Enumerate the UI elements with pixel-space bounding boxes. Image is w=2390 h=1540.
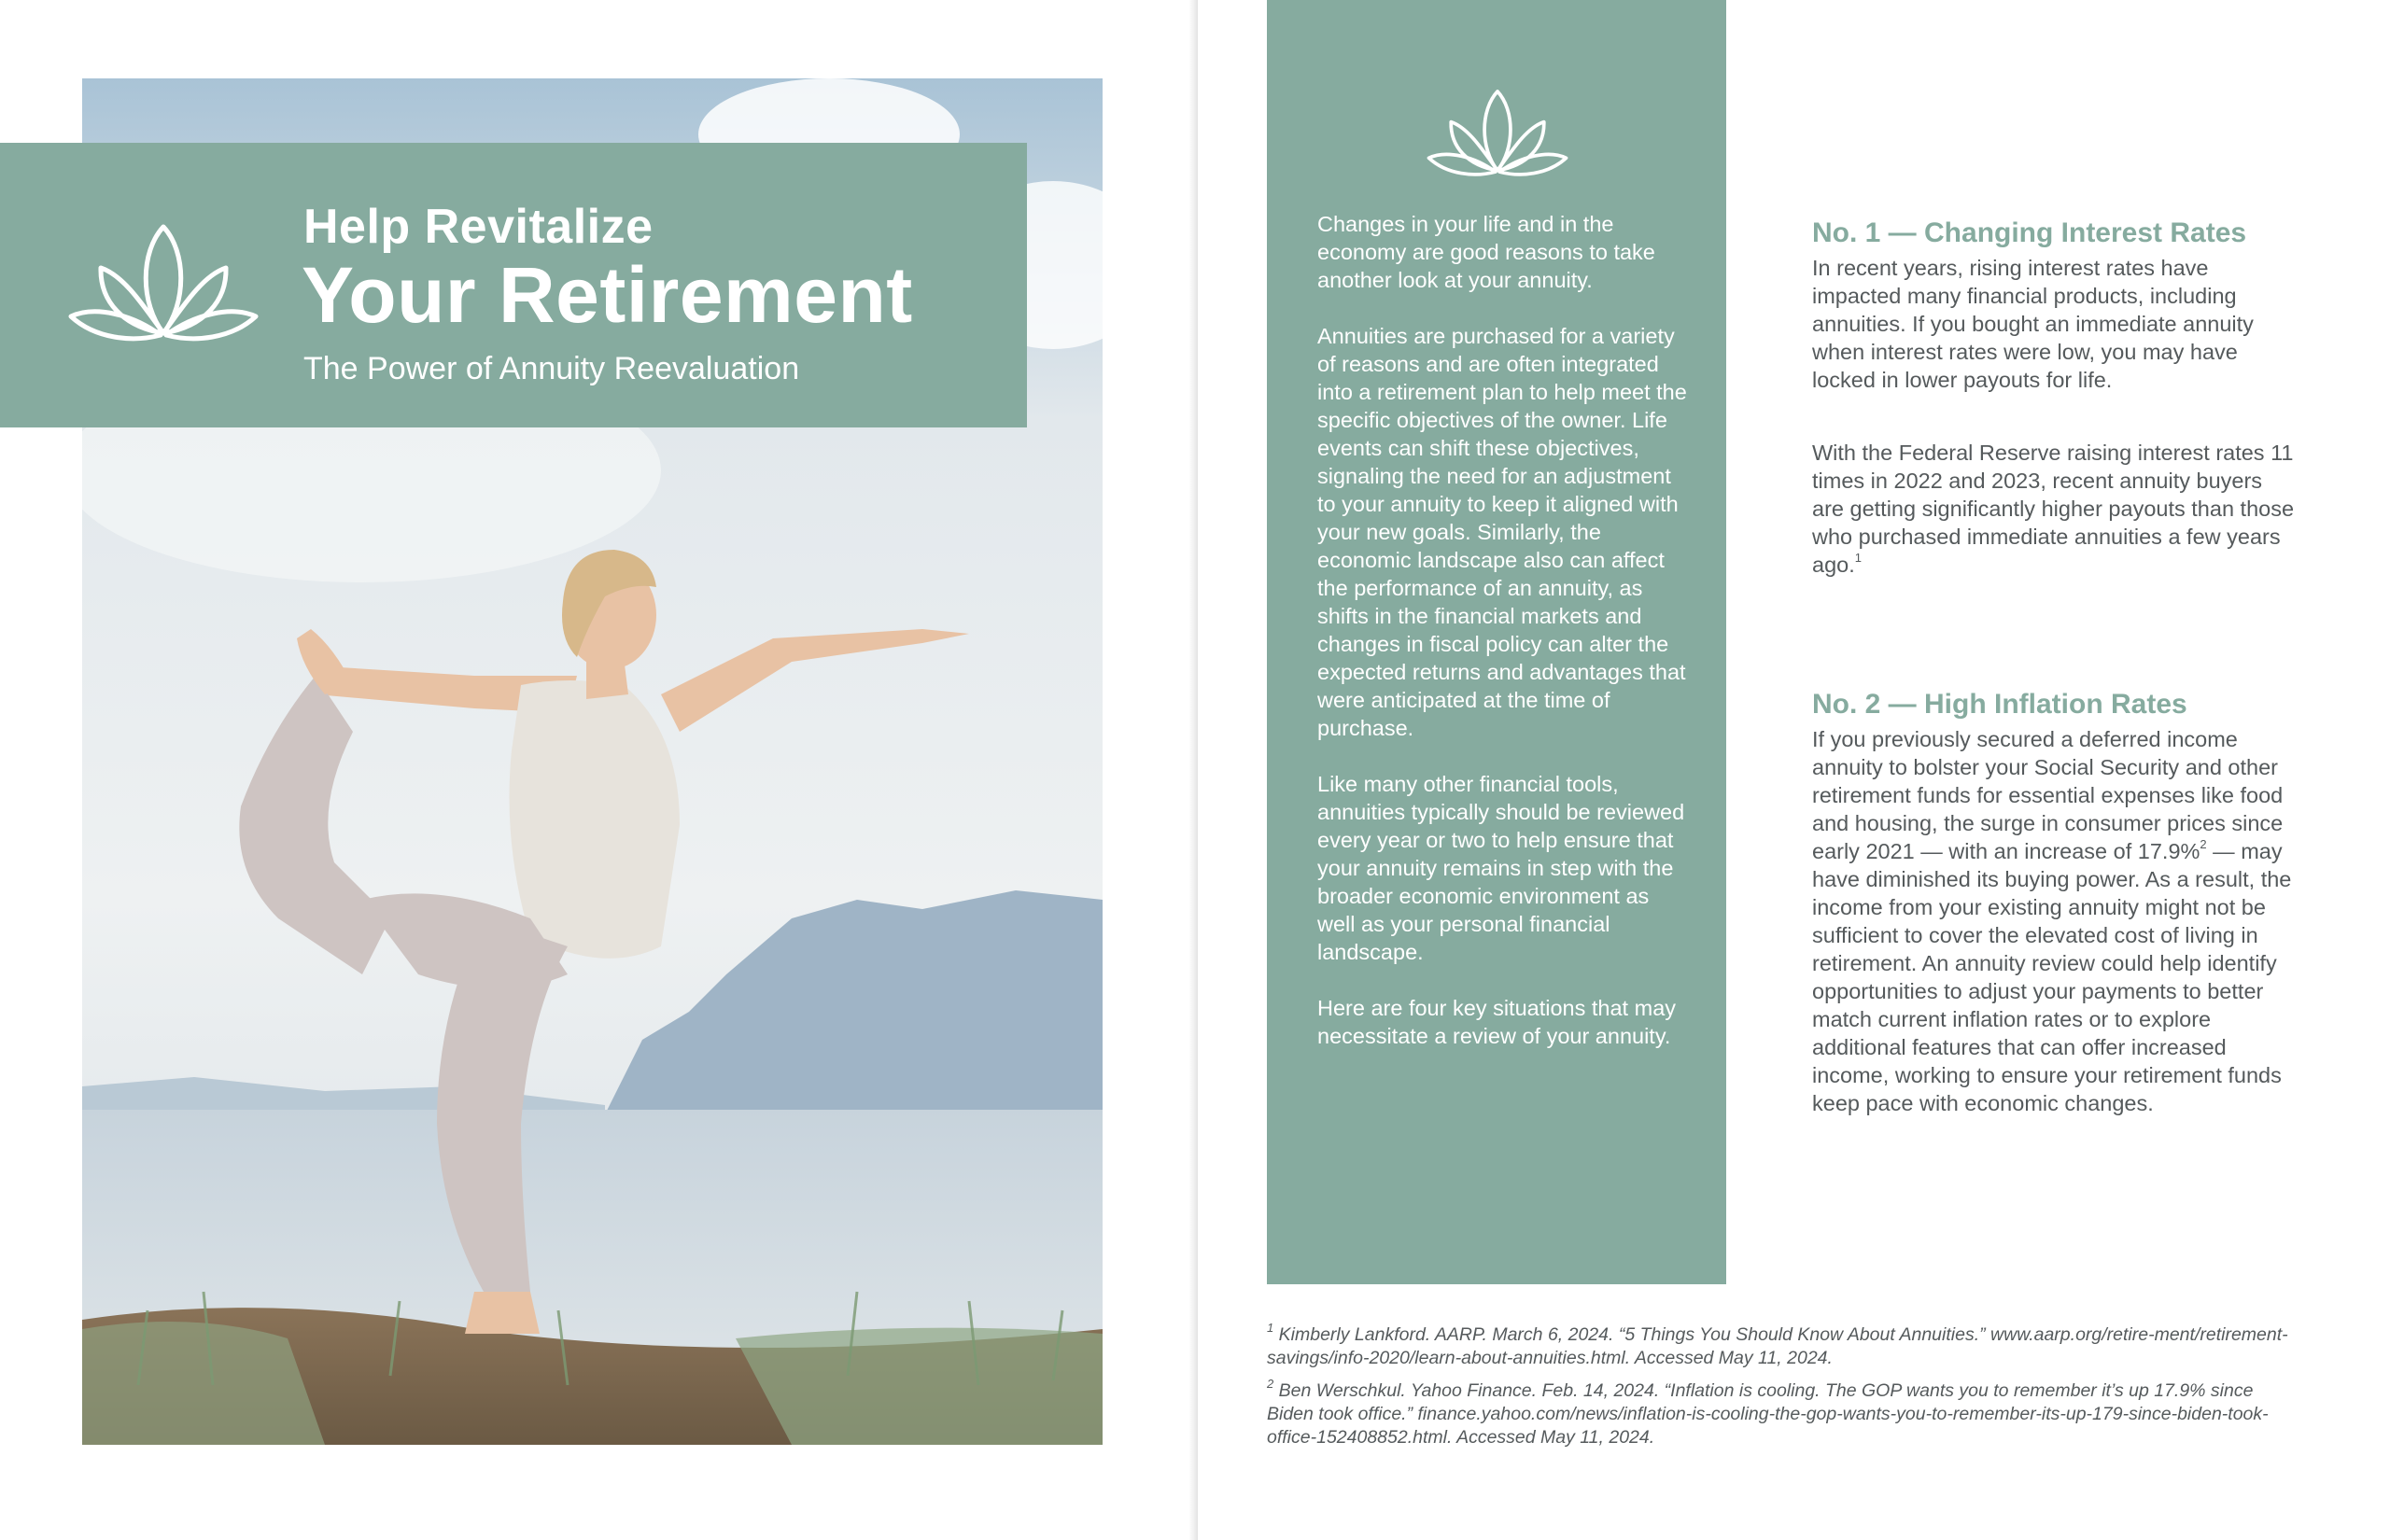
section-interest-rates: [1812, 217, 2298, 623]
sidebar-panel: [1267, 0, 1726, 1284]
footnote: [1267, 1320, 2303, 1370]
sidebar-paragraph: Like many other financial tools, annuities typically should be reviewed every year or two to help ensure that your annuity remains in step with the broader economic environment as well as your personal financial landscape.: [1317, 772, 1685, 964]
title-line-1: Help Revitalize: [303, 200, 654, 254]
title-subtitle: The Power of Annuity Reevaluation: [303, 351, 800, 386]
footnote-ref: 1: [1854, 551, 1862, 566]
footnote: [1267, 1376, 2303, 1449]
footnotes: [1267, 1320, 2303, 1459]
lotus-icon: [67, 219, 260, 350]
footnote-ref: 2: [2200, 837, 2207, 852]
sidebar-paragraph: Here are four key situations that may necessitate a review of your annuity.: [1317, 996, 1677, 1048]
sidebar-paragraph: Changes in your life and in the economy are good reasons to take another look at your annuity.: [1317, 212, 1655, 292]
footnote-text: Ben Werschkul. Yahoo Finance. Feb. 14, 2024. “Inflation is cooling. The GOP wants you to remember it’s up 17.9% since Biden took office.” finance.yahoo.com/news/inflation-is-cooling-the-gop-wants-you-to-remember-its-up-179-since-biden-took-office-152408852.html. Accessed May 11, 2024.: [1267, 1380, 2269, 1448]
right-page: [1198, 0, 2390, 1540]
section-paragraph: [1812, 439, 2298, 579]
footnote-text: Kimberly Lankford. AARP. March 6, 2024. “5 Things You Should Know About Annuities.” www.aarp.org/retire-ment/retirement-savings/info-2020/learn-about-annuities.html. Accessed May 11, 2024.: [1267, 1324, 2288, 1368]
section-inflation-rates: [1812, 688, 2298, 1162]
section-paragraph-text: With the Federal Reserve raising interest rates 11 times in 2022 and 2023, recent annuity buyers are getting significantly higher payouts than those who purchased immediate annuities a few years ago.: [1812, 441, 2295, 577]
section-heading: No. 1 — Changing Interest Rates: [1812, 217, 2247, 248]
section-paragraph: [1812, 725, 2298, 1117]
sidebar-text: [1317, 210, 1691, 1078]
sidebar-paragraph: Annuities are purchased for a variety of reasons and are often integrated into a retirement plan to help meet the specific objectives of the owner. Life events can shift these objectives, signaling the need for an adjustment to your annuity to keep it aligned with your new goals. Similarly, the economic landscape also can affect the performance of an annuity, as shifts in the financial markets and changes in fiscal policy can alter the expected returns and advantages that were anticipated at the time of purchase.: [1317, 324, 1687, 740]
lotus-icon: [1426, 86, 1569, 183]
title-line-2: Your Retirement: [302, 251, 913, 339]
section-paragraph-text: If you previously secured a deferred income annuity to bolster your Social Security and other retirement funds for essential expenses like food and housing, the surge in consumer prices since early 2021 — with an increase of 17.9%: [1812, 727, 2284, 863]
section-paragraph-text: — may have diminished its buying power. As a result, the income from your existing annuity might not be sufficient to cover the elevated cost of living in retirement. An annuity review could help identify opportunities to adjust your payments to better match current inflation rates or to explore additional features that can offer increased income, working to ensure your retirement funds keep pace with economic changes.: [1812, 839, 2292, 1115]
footnote-marker: 2: [1267, 1376, 1274, 1391]
section-paragraph: In recent years, rising interest rates have impacted many financial products, including annuities. If you bought an immediate annuity when interest rates were low, you may have locked in lower payouts for life.: [1812, 256, 2254, 392]
footnote-marker: 1: [1267, 1320, 1274, 1335]
section-heading: No. 2 — High Inflation Rates: [1812, 689, 2187, 720]
